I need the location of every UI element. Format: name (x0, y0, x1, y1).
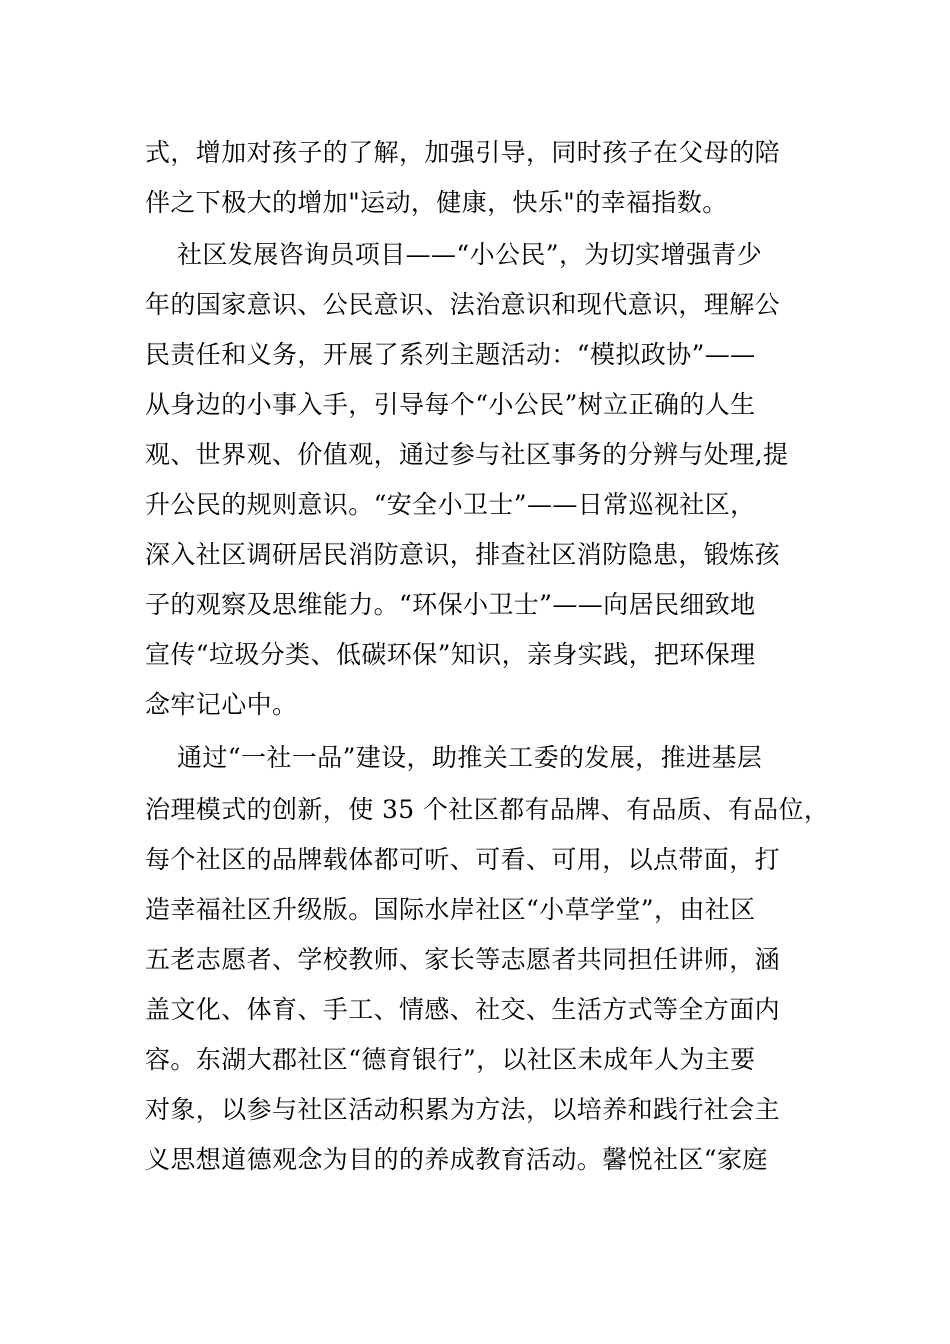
paragraph-2-line-3: 民责任和义务，开展了系列主题活动：“模拟政协”—— (145, 340, 756, 369)
paragraph-2-line-5: 观、世界观、价值观，通过参与社区事务的分辨与处理,提 (145, 440, 789, 469)
paragraph-2-line-8: 子的观察及思维能力。“环保小卫士”——向居民细致地 (145, 590, 756, 619)
paragraph-2-line-6: 升公民的规则意识。“安全小卫士”——日常巡视社区， (145, 490, 756, 519)
paragraph-1-line-1: 式，增加对孩子的了解，加强引导，同时孩子在父母的陪 (145, 138, 781, 167)
paragraph-2-line-2: 年的国家意识、公民意识、法治意识和现代意识，理解公 (145, 290, 781, 319)
paragraph-3-line-6: 盖文化、体育、手工、情感、社交、生活方式等全方面内 (145, 995, 781, 1024)
paragraph-2-line-1: 社区发展咨询员项目——“小公民”，为切实增强青少 (177, 240, 763, 269)
paragraph-2-line-7: 深入社区调研居民消防意识，排查社区消防隐患，锻炼孩 (145, 540, 781, 569)
paragraph-3-line-3: 每个社区的品牌载体都可听、可看、可用，以点带面，打 (145, 845, 781, 874)
paragraph-2-line-9: 宣传“垃圾分类、低碳环保”知识，亲身实践，把环保理 (145, 640, 756, 669)
paragraph-2-line-4: 从身边的小事入手，引导每个“小公民”树立正确的人生 (145, 390, 756, 419)
paragraph-3-line-1: 通过“一社一品”建设，助推关工委的发展，推进基层 (177, 743, 763, 772)
paragraph-3-line-7: 容。东湖大郡社区“德育银行”，以社区未成年人为主要 (145, 1045, 756, 1074)
paragraph-3-line-8: 对象，以参与社区活动积累为方法，以培养和践行社会主 (145, 1095, 781, 1124)
paragraph-3-line-5: 五老志愿者、学校教师、家长等志愿者共同担任讲师，涵 (145, 945, 781, 974)
paragraph-3-line-9: 义思想道德观念为目的的养成教育活动。馨悦社区“家庭 (145, 1145, 768, 1174)
paragraph-3-line-2: 治理模式的创新，使 35 个社区都有品牌、有品质、有品位， (145, 795, 830, 824)
paragraph-3-line-4: 造幸福社区升级版。国际水岸社区“小草学堂”，由社区 (145, 895, 756, 924)
paragraph-2-line-10: 念牢记心中。 (145, 690, 298, 719)
paragraph-1-line-2: 伴之下极大的增加"运动，健康，快乐"的幸福指数。 (145, 188, 728, 217)
